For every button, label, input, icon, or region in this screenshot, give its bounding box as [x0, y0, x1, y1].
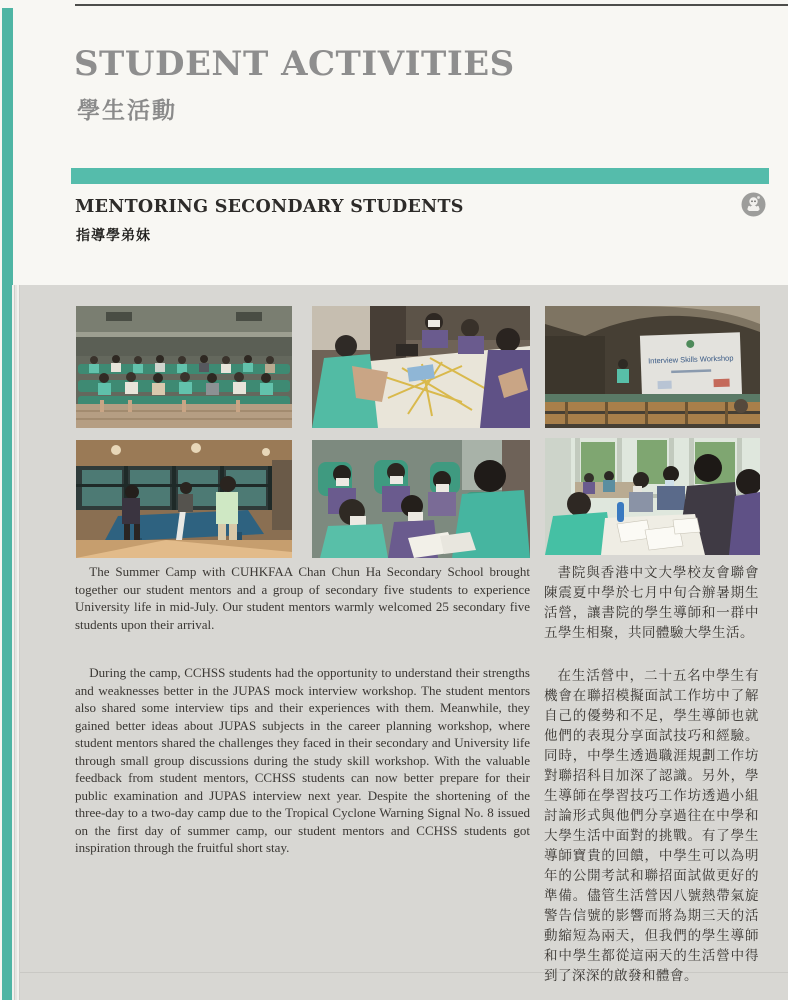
article-chinese — [544, 563, 759, 986]
section-accent-bar — [71, 168, 769, 184]
top-rule — [75, 4, 788, 6]
article-english — [75, 563, 530, 857]
section-heading-chinese: 指導學弟妹 — [76, 228, 151, 244]
page-title: STUDENT ACTIVITIES — [74, 44, 515, 84]
svg-text:Interview Skills Workshop: Interview Skills Workshop — [647, 353, 734, 366]
mascot-badge-icon — [741, 192, 766, 217]
photo-auditorium-group — [76, 306, 292, 428]
photo-team-activity — [312, 306, 530, 428]
english-paragraph-2: During the camp, CCHSS students had the opportunity to understand their strengths and weaknesses better in the JUPAS mock interview workshop. The student mentors also shared some interview tips and their experiences with them. Meanwhile, they gained better ideas about JUPAS subjects in the career planning workshop, where student mentors shared the challenges they faced in their secondary and University life through small group discussions during the study skill workshop. With the valuable feedback from student mentors, CCHSS students can now better prepare for their public examination and JUPAS interview next year. Despite the shortening of the three-day to a two-day camp due to the Tropical Cyclone Warning Signal No. 8 issued on the first day of summer camp, our student mentors and CCHSS students got inspiration through the fruitful short stay. — [75, 665, 530, 855]
english-paragraph-1: The Summer Camp with CUHKFAA Chan Chun Ha Secondary School brought together our student mentors and a group of secondary five students to experience University life in mid-July. Our student mentors warmly welcomed 25 secondary five students upon their arrival. — [75, 564, 530, 632]
chinese-paragraph-2: 在生活營中，二十五名中學生有機會在聯招模擬面試工作坊中了解自己的優勢和不足，學生導師也就他們的表現分享面試技巧和經驗。同時，中學生透過職涯規劃工作坊對聯招科目加深了認識。另外，學生導師在學習技巧工作坊透過小組討論形式與他們分享過往在中學和大學生活中面對的挑戰。有了學生導師寶貴的回饋，中學生可以為明年的公開考試和聯招面試做更好的準備。儘管生活營因八號熱帶氣旋警告信號的影響而將為期三天的活動縮短為兩天，但我們的學生導師和中學生都從這兩天的生活營中得到了深深的啟發和體會。 — [544, 668, 759, 984]
photo-interview-workshop — [545, 306, 760, 428]
chinese-paragraph-1: 書院與香港中文大學校友會聯會陳震夏中學於七月中旬合辦暑期生活營，讓書院的學生導師和一群中五學生相聚，共同體驗大學生活。 — [544, 565, 759, 641]
photo-group-discussion — [312, 440, 530, 558]
photo-table-tennis — [76, 440, 292, 558]
page-title-chinese: 學生活動 — [77, 98, 177, 124]
section-heading: MENTORING SECONDARY STUDENTS — [75, 197, 464, 217]
photo-paper-review — [545, 438, 760, 555]
